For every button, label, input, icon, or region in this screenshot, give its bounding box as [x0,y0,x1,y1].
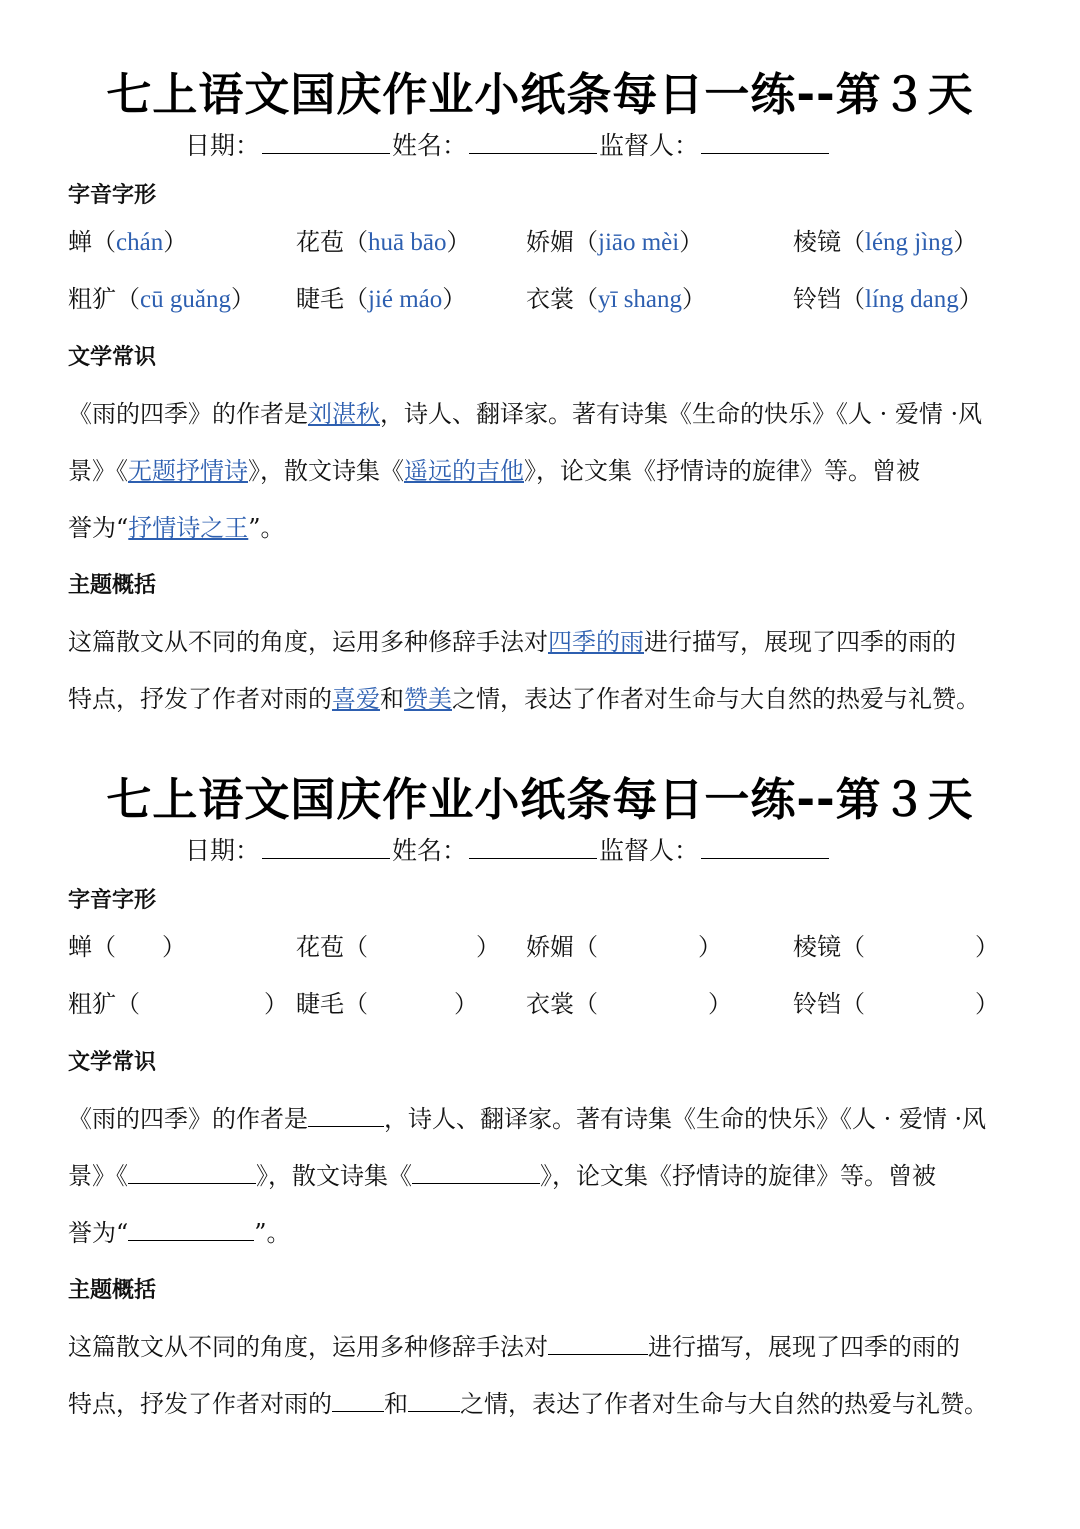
word-item: 蝉（chán） [68,228,188,256]
answer-book1: 无题抒情诗 [128,457,248,485]
word-row [0,222,1080,262]
answer-author: 刘湛秋 [308,400,380,428]
literature-line: 《雨的四季》的作者是刘湛秋，诗人、翻译家。著有诗集《生命的快乐》《人 · 爱情 ·风 [68,400,983,428]
word-item: 棱镜（ ） [793,933,999,961]
word-item: 粗犷（ ） [68,990,288,1018]
name-blank [469,131,597,154]
word-item: 棱镜（léng jìng） [793,228,978,256]
blank-book2[interactable] [412,1163,540,1184]
blank-book1[interactable] [128,1163,256,1184]
word-row [0,279,1080,319]
date-blank [262,131,390,154]
supervisor-label: 监督人： [599,836,700,865]
name-label: 姓名： [392,836,468,865]
section-heading-theme: 主题概括 [68,573,157,598]
section-heading-literature: 文学常识 [68,345,157,370]
word-item: 花苞（ ） [296,933,500,961]
word-row [0,984,1080,1024]
blank-author[interactable] [308,1106,384,1127]
word-item: 铃铛（ ） [793,990,999,1018]
date-blank[interactable] [262,836,390,859]
section-heading-literature: 文学常识 [68,1050,157,1075]
supervisor-blank [701,131,829,154]
section-heading-theme: 主题概括 [68,1278,157,1303]
supervisor-label: 监督人： [599,131,700,160]
word-row [0,927,1080,967]
answer-honor: 抒情诗之王 [128,514,249,542]
date-label: 日期： [185,131,261,160]
answer-emotion1: 喜爱 [332,685,380,713]
word-item: 蝉（ ） [68,933,186,961]
word-item: 娇媚（ ） [526,933,722,961]
date-label: 日期： [185,836,261,865]
section-heading-pronunciation: 字音字形 [68,888,157,913]
section-heading-pronunciation: 字音字形 [68,183,157,208]
answer-book2: 遥远的吉他 [404,457,524,485]
word-item: 睫毛（ ） [296,990,478,1018]
answer-emotion2: 赞美 [404,685,452,713]
page-title: 七上语文国庆作业小纸条每日一练--第３天 [106,68,974,121]
theme-line: 特点，抒发了作者对雨的 和 之情，表达了作者对生命与大自然的热爱与礼赞。 [68,1390,988,1418]
literature-line: 誉为“抒情诗之王”。 [68,514,285,542]
word-item: 衣裳（ ） [526,990,732,1018]
info-row [185,126,831,162]
name-blank[interactable] [469,836,597,859]
blank-emotion1[interactable] [332,1391,384,1412]
supervisor-blank[interactable] [701,836,829,859]
blank-subject[interactable] [548,1334,648,1355]
page-title: 七上语文国庆作业小纸条每日一练--第３天 [106,773,974,826]
blank-emotion2[interactable] [408,1391,460,1412]
word-item: 粗犷（cū guǎng） [68,285,255,313]
info-row [185,831,831,867]
literature-line: 誉为“ ”。 [68,1219,291,1247]
literature-line: 景》《无题抒情诗》，散文诗集《遥远的吉他》，论文集《抒情诗的旋律》等。曾被 [68,457,920,485]
literature-line: 《雨的四季》的作者是 ，诗人、翻译家。著有诗集《生命的快乐》《人 · 爱情 ·风 [68,1105,987,1133]
word-item: 娇媚（jiāo mèi） [526,228,704,256]
answer-subject: 四季的雨 [548,628,644,656]
blank-honor[interactable] [128,1220,254,1241]
word-item: 衣裳（yī shang） [526,285,707,313]
word-item: 铃铛（líng dang） [793,285,983,313]
word-item: 花苞（huā bāo） [296,228,471,256]
theme-line: 特点，抒发了作者对雨的喜爱和赞美之情，表达了作者对生命与大自然的热爱与礼赞。 [68,685,980,713]
literature-line: 景》《 》，散文诗集《 》，论文集《抒情诗的旋律》等。曾被 [68,1162,936,1190]
theme-line: 这篇散文从不同的角度，运用多种修辞手法对 进行描写，展现了四季的雨的 [68,1333,960,1361]
word-item: 睫毛（jié máo） [296,285,467,313]
name-label: 姓名： [392,131,468,160]
theme-line: 这篇散文从不同的角度，运用多种修辞手法对四季的雨进行描写，展现了四季的雨的 [68,628,956,656]
